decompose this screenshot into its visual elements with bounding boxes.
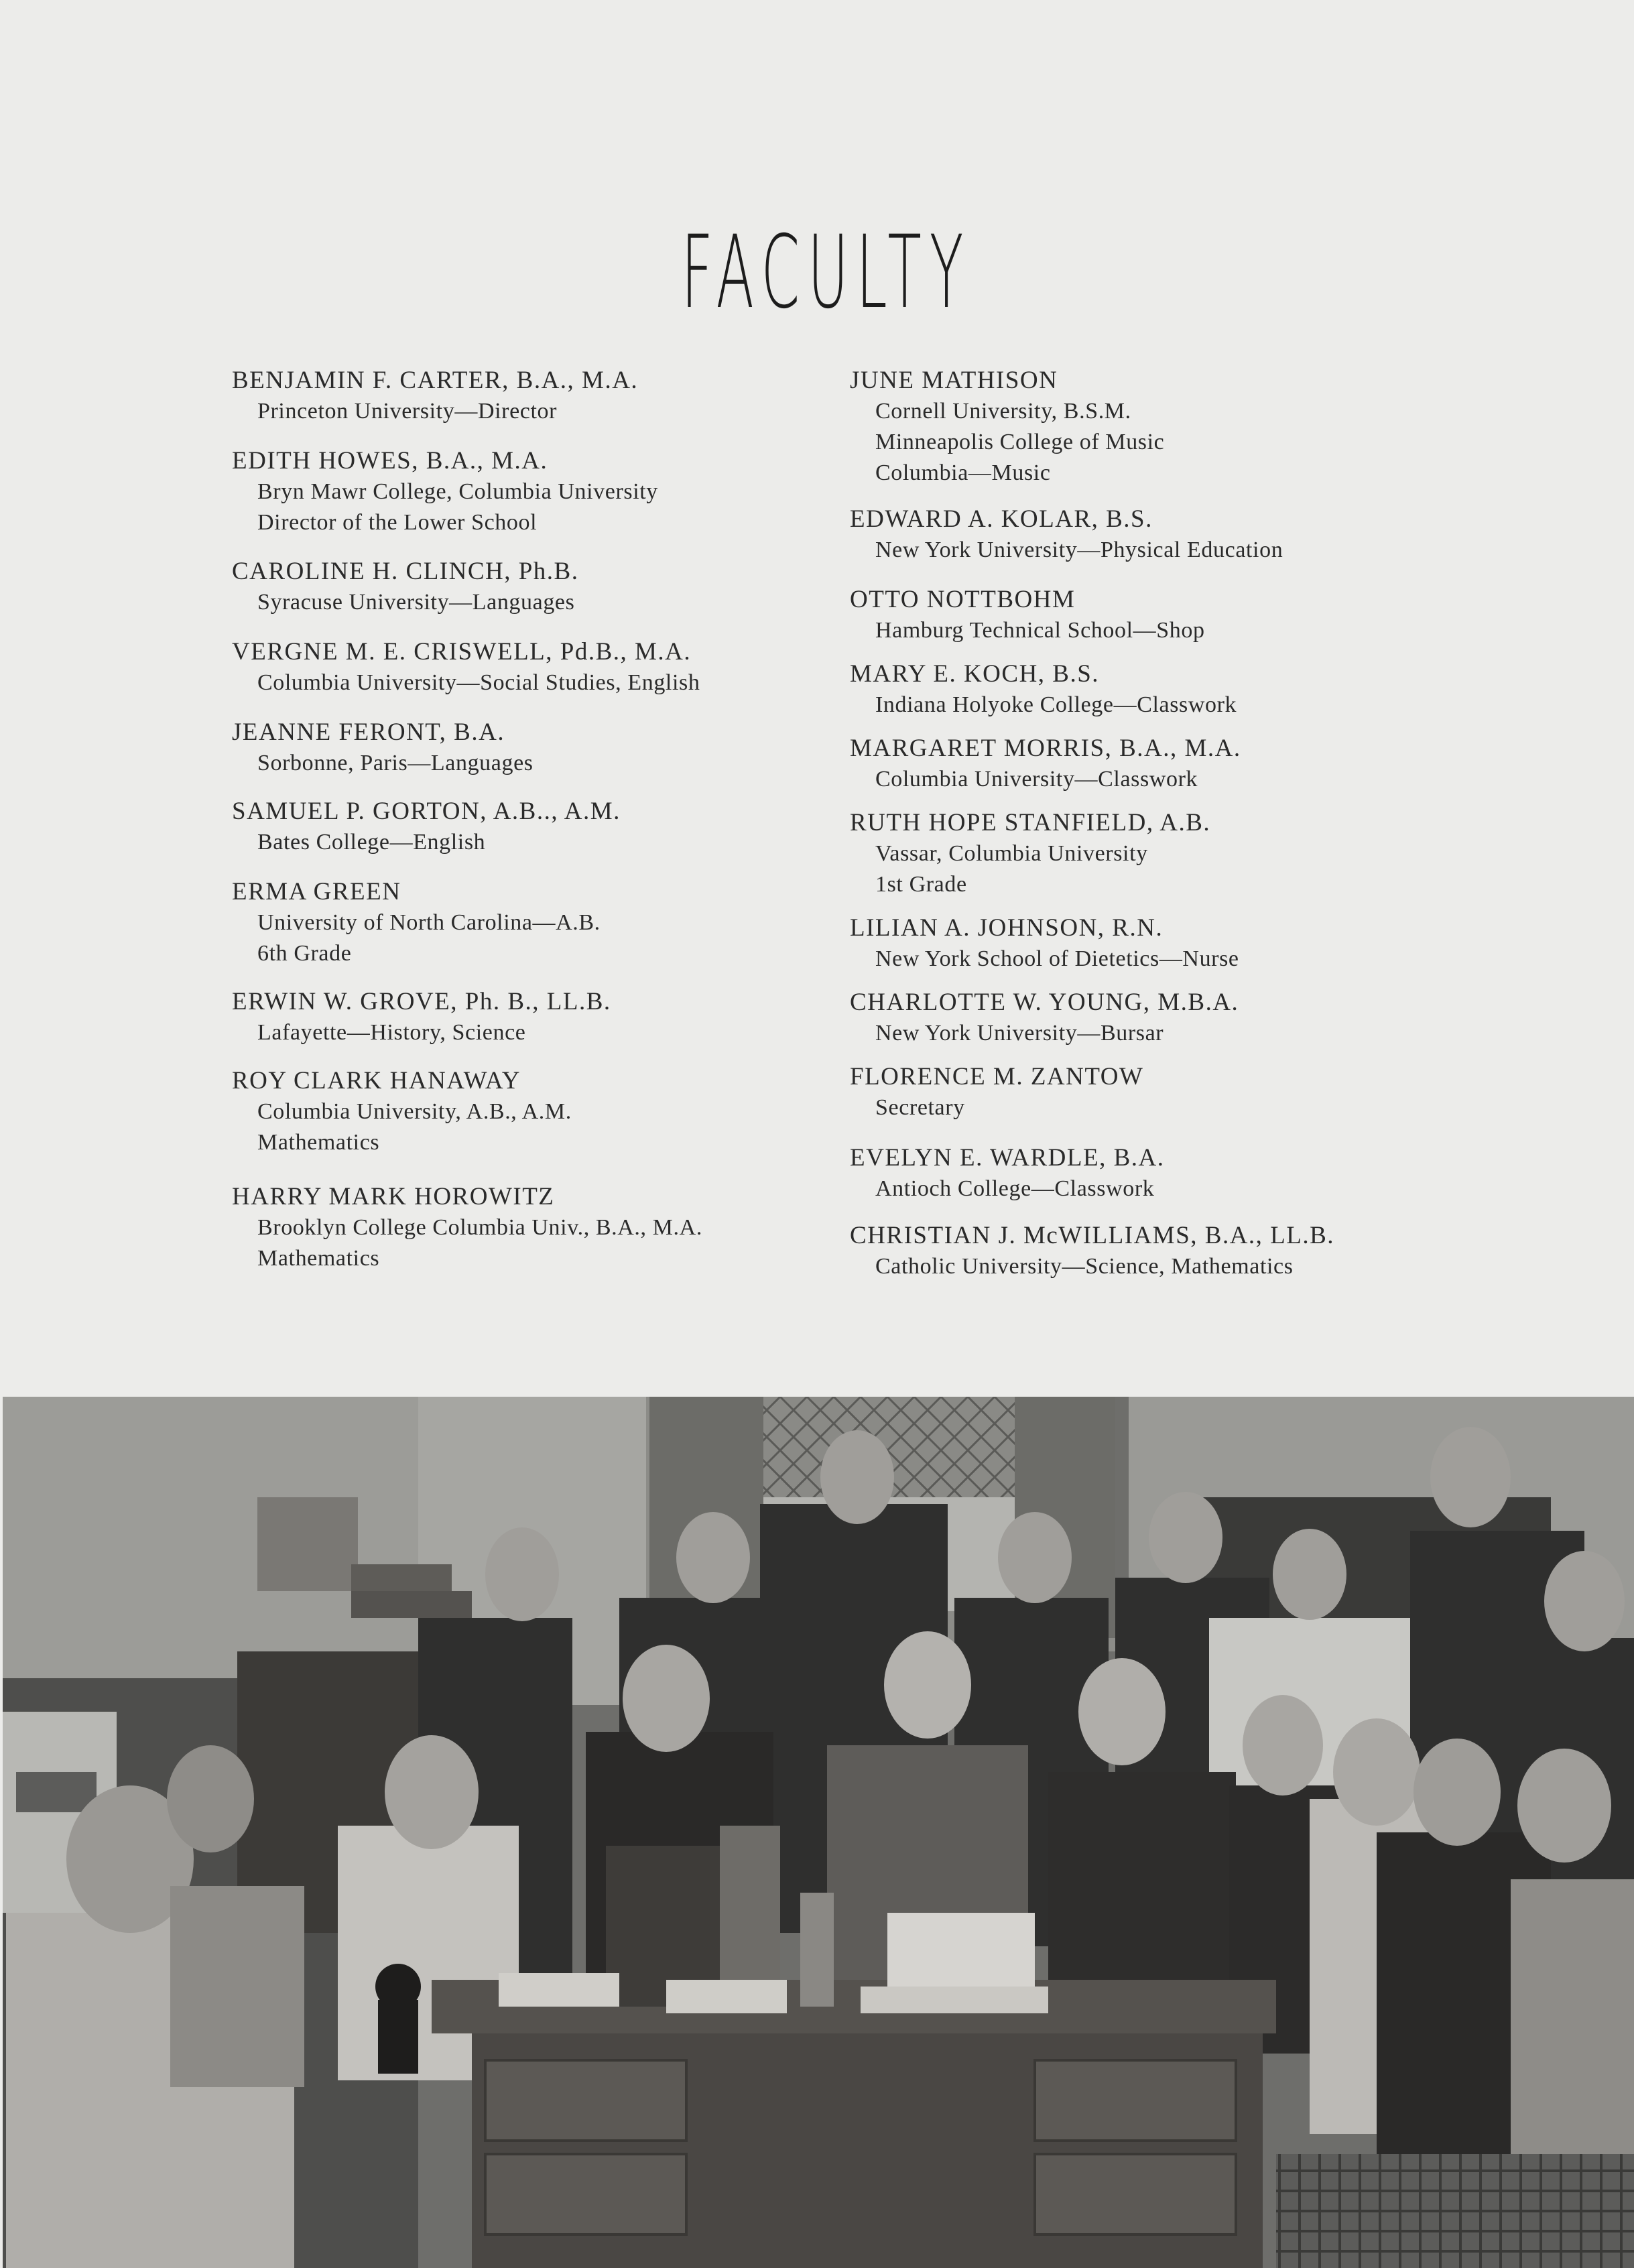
faculty-detail: Mathematics	[257, 1130, 380, 1155]
faculty-detail: Hamburg Technical School—Shop	[875, 618, 1205, 643]
faculty-detail: Indiana Holyoke College—Classwork	[875, 692, 1237, 717]
faculty-entry	[850, 913, 1239, 974]
faculty-detail: Catholic University—Science, Mathematics	[875, 1254, 1294, 1279]
faculty-detail: Mathematics	[257, 1246, 380, 1271]
faculty-detail: Vassar, Columbia University	[875, 841, 1148, 866]
faculty-name: JEANNE FERONT, B.A.	[232, 718, 505, 746]
faculty-detail: Cornell University, B.S.M.	[875, 399, 1131, 424]
faculty-name: HARRY MARK HOROWITZ	[232, 1183, 555, 1210]
faculty-entry	[850, 1143, 1164, 1204]
faculty-entry	[850, 1062, 1143, 1123]
faculty-detail: New York University—Bursar	[875, 1021, 1164, 1046]
faculty-entry	[232, 1066, 572, 1158]
faculty-entry	[232, 365, 638, 427]
faculty-entry	[850, 365, 1164, 489]
faculty-detail: Minneapolis College of Music	[875, 430, 1165, 454]
faculty-detail: Antioch College—Classwork	[875, 1176, 1155, 1201]
faculty-name: CHARLOTTE W. YOUNG, M.B.A.	[850, 989, 1239, 1016]
faculty-entry	[232, 446, 658, 538]
faculty-name: ROY CLARK HANAWAY	[232, 1067, 521, 1094]
faculty-detail: Director of the Lower School	[257, 510, 538, 535]
faculty-name: ERWIN W. GROVE, Ph. B., LL.B.	[232, 988, 611, 1015]
faculty-name: VERGNE M. E. CRISWELL, Pd.B., M.A.	[232, 638, 692, 666]
faculty-entry	[232, 796, 621, 858]
faculty-detail: Columbia—Music	[875, 460, 1051, 485]
faculty-name: SAMUEL P. GORTON, A.B.., A.M.	[232, 798, 621, 825]
faculty-detail: Columbia University—Social Studies, English	[257, 670, 700, 695]
faculty-name: JUNE MATHISON	[850, 367, 1058, 394]
page-title: FACULTY	[681, 214, 972, 331]
faculty-entry	[850, 1220, 1334, 1282]
faculty-detail: Sorbonne, Paris—Languages	[257, 751, 533, 775]
faculty-name: EDWARD A. KOLAR, B.S.	[850, 505, 1153, 533]
faculty-name: BENJAMIN F. CARTER, B.A., M.A.	[232, 367, 639, 394]
faculty-detail: 1st Grade	[875, 872, 967, 897]
faculty-detail: University of North Carolina—A.B.	[257, 910, 601, 935]
faculty-entry	[850, 659, 1237, 720]
faculty-name: EVELYN E. WARDLE, B.A.	[850, 1144, 1165, 1172]
faculty-entry	[232, 556, 579, 618]
faculty-entry	[850, 733, 1241, 795]
faculty-detail: Bryn Mawr College, Columbia University	[257, 479, 658, 504]
faculty-entry	[850, 987, 1239, 1049]
faculty-entry	[232, 1182, 702, 1274]
faculty-name: CAROLINE H. CLINCH, Ph.B.	[232, 558, 579, 585]
faculty-entry	[850, 808, 1210, 900]
faculty-entry	[232, 717, 533, 779]
faculty-name: OTTO NOTTBOHM	[850, 586, 1076, 613]
faculty-detail: Columbia University—Classwork	[875, 767, 1198, 792]
faculty-detail: Princeton University—Director	[257, 399, 558, 424]
faculty-entry	[232, 987, 611, 1048]
faculty-name: EDITH HOWES, B.A., M.A.	[232, 447, 548, 475]
faculty-entry	[850, 584, 1205, 646]
faculty-detail: Columbia University, A.B., A.M.	[257, 1099, 572, 1124]
faculty-detail: Secretary	[875, 1095, 965, 1120]
faculty-detail: Brooklyn College Columbia Univ., B.A., M.A.	[257, 1215, 702, 1240]
faculty-entry	[850, 504, 1283, 566]
faculty-name: MARY E. KOCH, B.S.	[850, 660, 1100, 688]
faculty-group-photo	[3, 1397, 1634, 2268]
faculty-entry	[232, 877, 601, 969]
faculty-name: LILIAN A. JOHNSON, R.N.	[850, 914, 1164, 942]
faculty-detail: 6th Grade	[257, 941, 352, 966]
faculty-detail: Syracuse University—Languages	[257, 590, 575, 615]
faculty-name: MARGARET MORRIS, B.A., M.A.	[850, 735, 1241, 762]
faculty-detail: Lafayette—History, Science	[257, 1020, 526, 1045]
faculty-entry	[232, 637, 700, 698]
faculty-name: CHRISTIAN J. McWILLIAMS, B.A., LL.B.	[850, 1222, 1335, 1249]
faculty-detail: Bates College—English	[257, 830, 486, 855]
faculty-name: ERMA GREEN	[232, 878, 401, 905]
faculty-detail: New York University—Physical Education	[875, 538, 1283, 562]
faculty-detail: New York School of Dietetics—Nurse	[875, 946, 1239, 971]
faculty-name: RUTH HOPE STANFIELD, A.B.	[850, 809, 1211, 836]
faculty-name: FLORENCE M. ZANTOW	[850, 1063, 1144, 1090]
